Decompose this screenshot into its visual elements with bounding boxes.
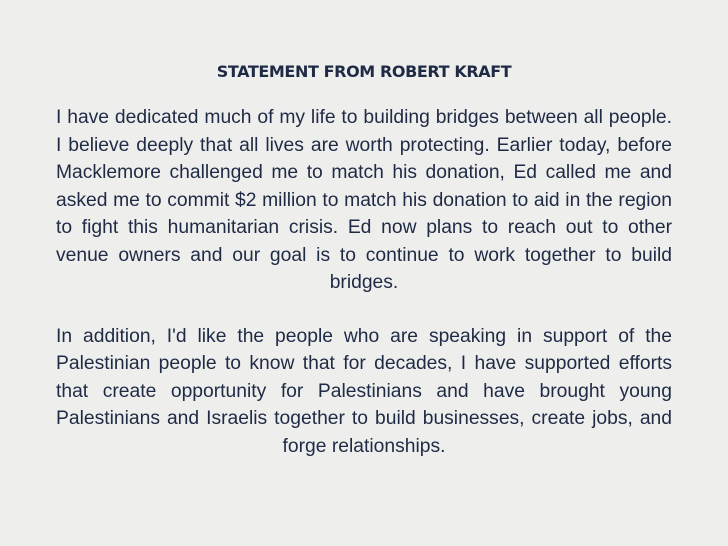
statement-document xyxy=(56,62,672,460)
statement-title: STATEMENT FROM ROBERT KRAFT xyxy=(216,62,512,81)
statement-paragraph-1: I have dedicated much of my life to building bridges between all people. I believe deeply that all lives are worth protecting. Earlier today, before Macklemore challenged me to match his donation, Ed called me and asked me to commit $2 million to match his donation to aid in the region to fight this humanitarian crisis. Ed now plans to reach out to other venue owners and our goal is to continue to work together to build bridges. xyxy=(56,107,672,293)
statement-paragraph-2: In addition, I'd like the people who are speaking in support of the Palestinian people to know that for decades, I have supported efforts that create opportunity for Palestinians and have brought young Palestinians and Israelis together to build businesses, create jobs, and forge relationships. xyxy=(56,325,672,457)
